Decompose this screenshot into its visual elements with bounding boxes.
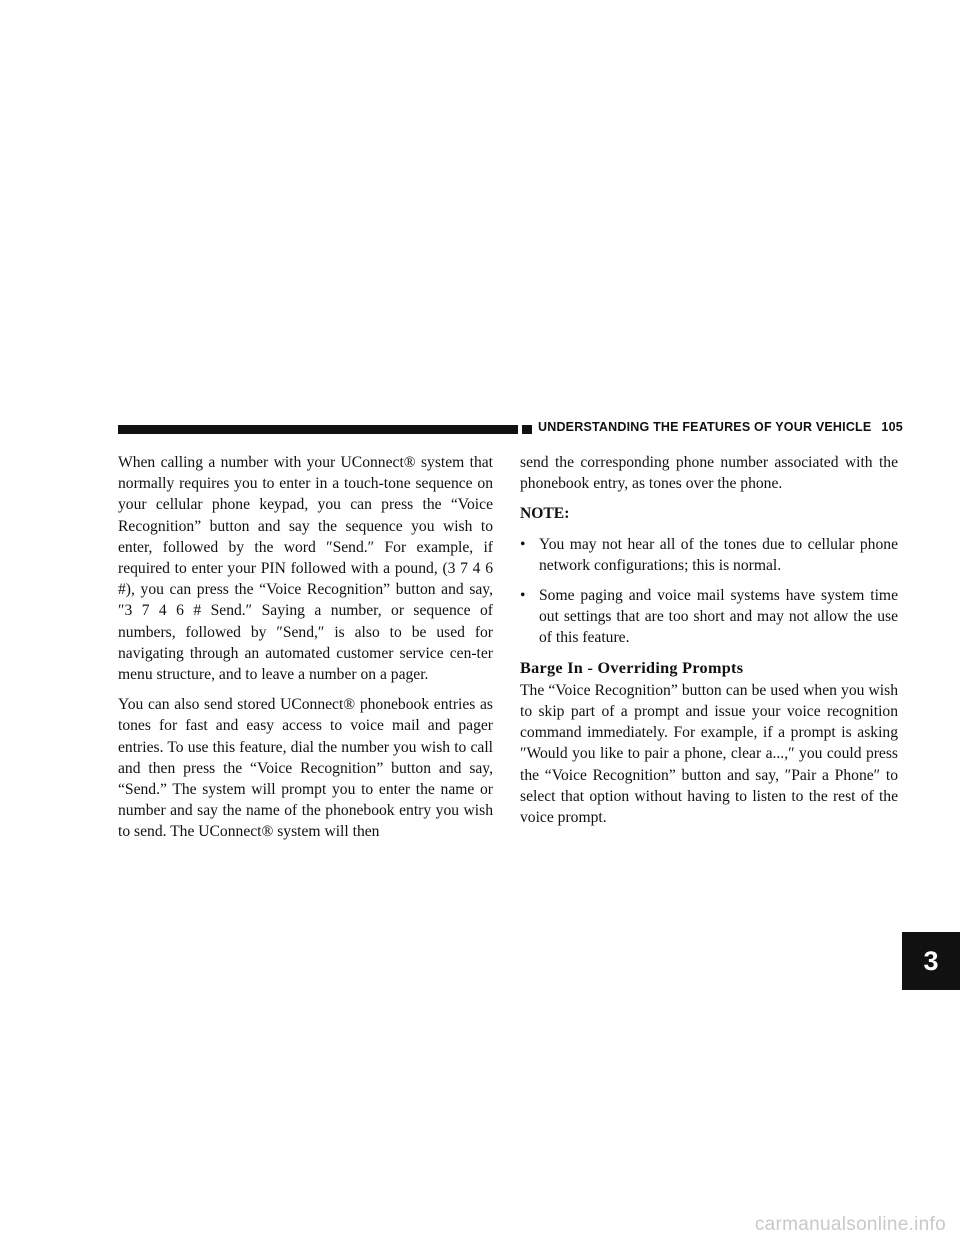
note-bullet-list <box>520 534 898 649</box>
paragraph-continuation: send the corresponding phone number associated with the phonebook entry, as tones over the phone. <box>520 454 898 493</box>
left-column <box>118 452 493 852</box>
header-title: UNDERSTANDING THE FEATURES OF YOUR VEHICLE <box>538 420 872 434</box>
header-rule-bar-end <box>522 425 532 434</box>
page-number: 105 <box>881 420 903 434</box>
bullet-icon: • <box>520 587 526 605</box>
running-header <box>538 420 903 434</box>
bullet-text: Some paging and voice mail systems have system time out settings that are too short and may not allow the use of this feature. <box>539 587 898 647</box>
section-heading: Barge In - Overriding Prompts <box>520 658 744 677</box>
list-item <box>520 534 898 576</box>
list-item <box>520 585 898 649</box>
bullet-icon: • <box>520 535 526 553</box>
note-label: NOTE: <box>520 505 570 523</box>
header-rule-bar <box>118 425 518 434</box>
paragraph-barge-in: The “Voice Recognition” button can be used when you wish to skip part of a prompt and issue your voice recognition command immediately. For example, if a prompt is asking ″Would you like to pair a phone, clear a...,″ you could press the “Voice Recognition” button and say, ″Pair a Phone″ to select that option without having to listen to the rest of the voice prompt. <box>520 681 898 827</box>
paragraph-tone-calling: When calling a number with your UConnect® system that normally requires you to enter in a touch-tone sequence on your cellular phone keypad, you can press the “Voice Recognition” button and say the sequence you wish to enter, followed by the word ″Send.″ For example, if required to enter your PIN followed with a pound, (3 7 4 6 #), you can press the “Voice Recognition” button and say, ″3 7 4 6 # Send.″ Saying a number, or sequence of numbers, followed by ″Send,″ is also to be used for navigating through an automated customer service cen-ter menu structure, and to leave a number on a pager. <box>118 454 493 684</box>
bullet-text: You may not hear all of the tones due to cellular phone network configurations; this is normal. <box>539 535 898 574</box>
chapter-tab: 3 <box>902 932 960 990</box>
watermark-text: carmanualsonline.info <box>754 1214 946 1235</box>
right-column <box>520 452 898 837</box>
paragraph-phonebook-tones: You can also send stored UConnect® phonebook entries as tones for fast and easy access to voice mail and pager entries. To use this feature, dial the number you wish to call and then press the “Voice Recognition” button and say, “Send.” The system will prompt you to enter the name or number and say the name of the phonebook entry you wish to send. The UConnect® system will then <box>118 696 493 841</box>
